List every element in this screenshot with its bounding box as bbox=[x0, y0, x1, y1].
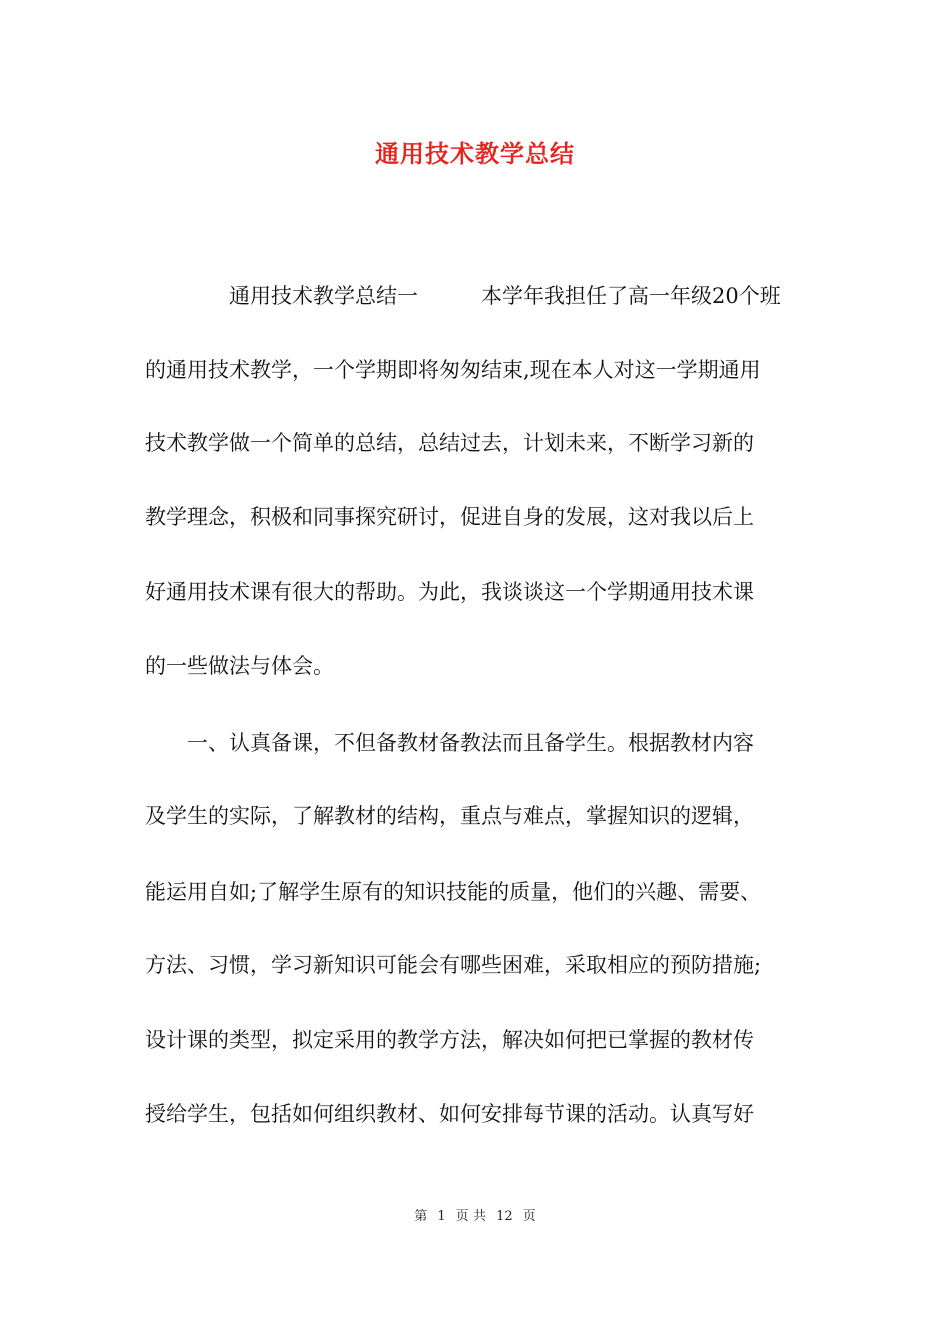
body-line: 设计课的类型，拟定采用的教学方法，解决如何把已掌握的教材传 bbox=[145, 1028, 754, 1052]
body-line: 技术教学做一个简单的总结，总结过去，计划未来，不断学习新的 bbox=[145, 431, 754, 455]
body-line: 教学理念，积极和同事探究研讨，促进自身的发展，这对我以后上 bbox=[145, 505, 754, 529]
footer-middle: 页 共 bbox=[455, 1209, 486, 1224]
body-line: 方法、习惯，学习新知识可能会有哪些困难，采取相应的预防措施; bbox=[145, 953, 762, 977]
footer-current-page: 1 bbox=[437, 1209, 446, 1224]
body-line: 的一些做法与体会。 bbox=[145, 654, 334, 678]
body-line: 授给学生，包括如何组织教材、如何安排每节课的活动。认真写好 bbox=[145, 1102, 754, 1126]
body-line: 通用技术教学总结一 本学年我担任了高一年级20个班 bbox=[145, 284, 781, 308]
footer-prefix: 第 bbox=[414, 1209, 428, 1224]
body-line: 好通用技术课有很大的帮助。为此，我谈谈这一个学期通用技术课 bbox=[145, 580, 754, 604]
document-title: 通用技术教学总结 bbox=[375, 139, 575, 168]
body-line: 能运用自如;了解学生原有的知识技能的质量，他们的兴趣、需要、 bbox=[145, 880, 762, 904]
footer-suffix: 页 bbox=[522, 1209, 536, 1224]
body-line: 及学生的实际，了解教材的结构，重点与难点，掌握知识的逻辑， bbox=[145, 804, 754, 828]
body-line: 的通用技术教学，一个学期即将匆匆结束,现在本人对这一学期通用 bbox=[145, 358, 761, 382]
body-line: 一、认真备课，不但备教材备教法而且备学生。根据教材内容 bbox=[145, 731, 754, 755]
page-footer bbox=[0, 1208, 950, 1226]
footer-total-pages: 12 bbox=[496, 1209, 513, 1224]
